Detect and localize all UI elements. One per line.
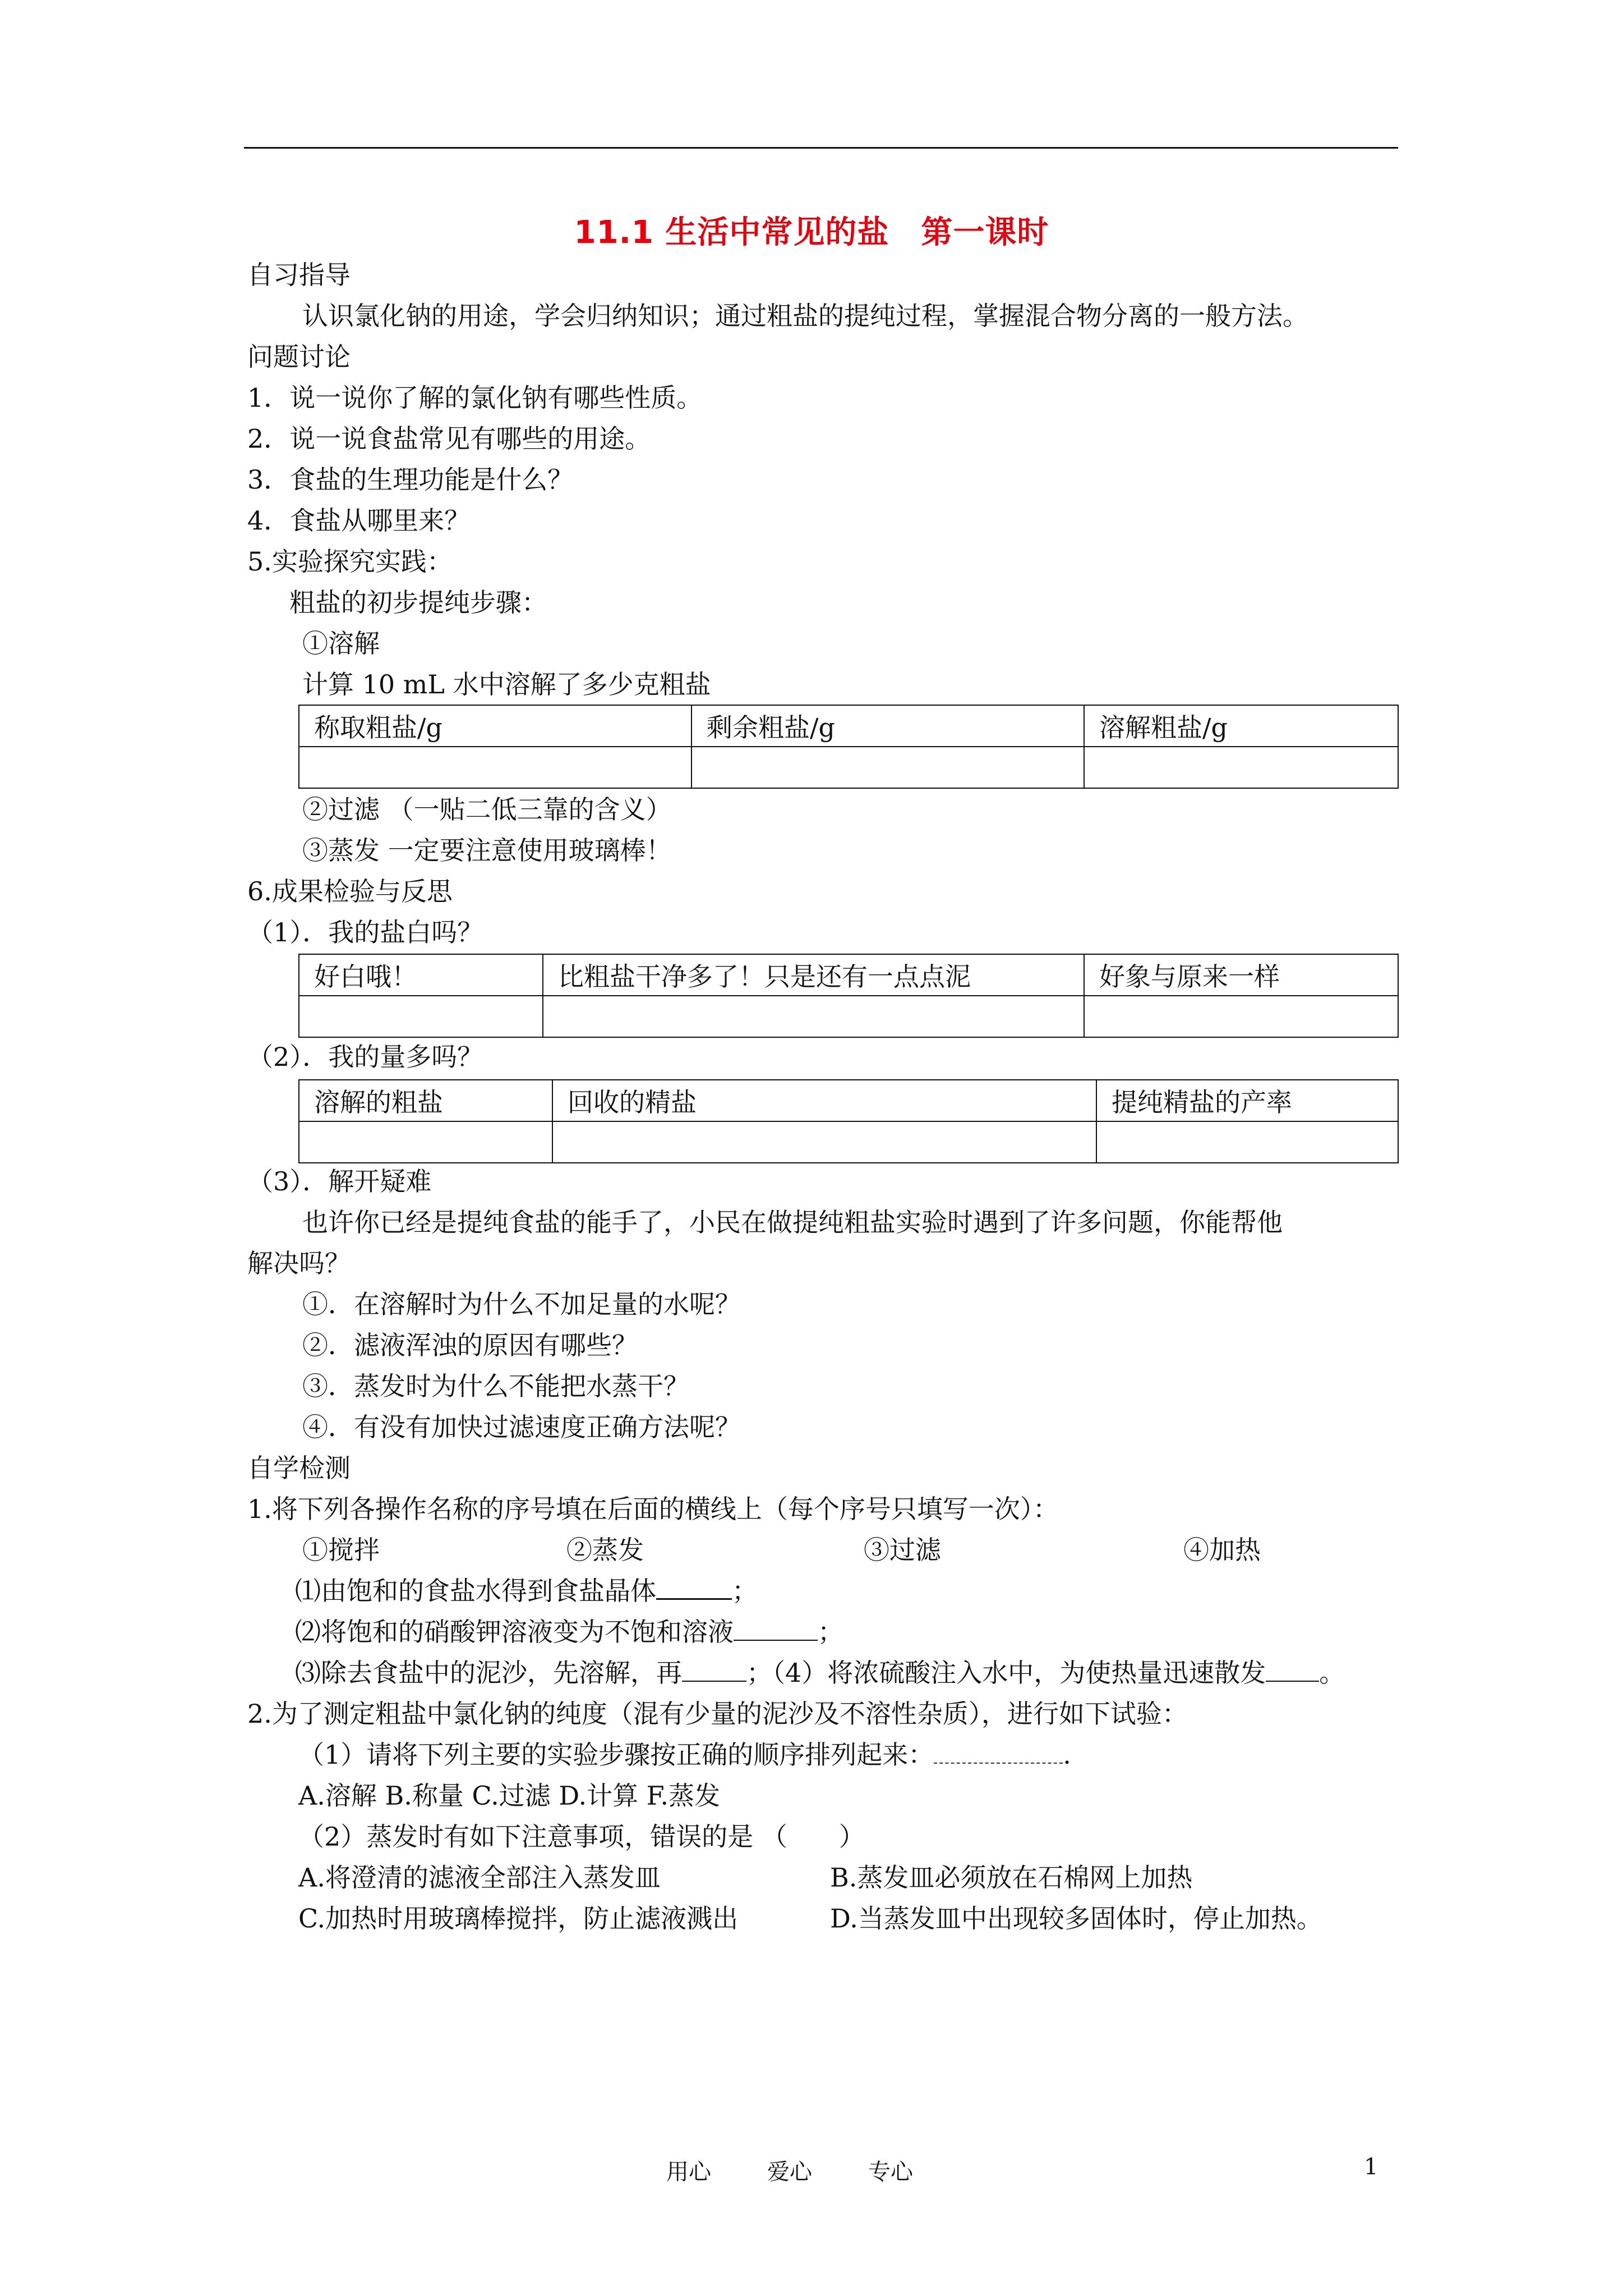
- check-heading: 自学检测: [247, 1453, 351, 1483]
- reflection-p1: （1）．我的盐白吗？: [247, 917, 483, 947]
- option-a: A.将澄清的滤液全部注入蒸发皿: [298, 1862, 661, 1893]
- table-cell-empty: [299, 747, 691, 788]
- table-header-cell: 好白哦！: [299, 954, 543, 996]
- discussion-q4: 4．食盐从哪里来？: [247, 505, 471, 536]
- operation-heat: ④加热: [1183, 1535, 1261, 1565]
- page-number: 1: [1364, 2154, 1378, 2180]
- doubts-paragraph-line1: 也许你已经是提纯食盐的能手了，小民在做提纯粗盐实验时遇到了许多问题，你能帮他: [302, 1207, 1283, 1237]
- discussion-q5: 5.实验探究实践：: [247, 546, 453, 577]
- operation-evaporate: ②蒸发: [566, 1535, 644, 1565]
- discussion-q3: 3．食盐的生理功能是什么？: [247, 464, 574, 495]
- dot: .: [1063, 1740, 1071, 1770]
- check-q2-1-text: （1）请将下列主要的实验步骤按正确的顺序排列起来：: [298, 1740, 934, 1770]
- check-q2-1: [298, 1739, 1071, 1770]
- doubt-3: ③．蒸发时为什么不能把水蒸干？: [302, 1371, 689, 1401]
- table-cell-empty: [1096, 1121, 1398, 1163]
- period: 。: [1319, 1658, 1345, 1688]
- table-header-cell: 提纯精盐的产率: [1096, 1080, 1398, 1121]
- fill-line-2-text: ⑵将饱和的硝酸钾溶液变为不饱和溶液: [295, 1617, 734, 1647]
- answer-blank[interactable]: [1266, 1658, 1319, 1682]
- page-title: 11.1 生活中常见的盐 第一课时: [574, 214, 1049, 251]
- discussion-q6: 6.成果检验与反思: [247, 876, 453, 907]
- table-cell-empty: [1084, 996, 1398, 1037]
- answer-blank[interactable]: [734, 1617, 818, 1641]
- semicolon: ；: [818, 1617, 843, 1647]
- step-dissolve: ①溶解: [302, 628, 380, 659]
- operation-stir: ①搅拌: [302, 1535, 380, 1565]
- reflection-p2: （2）．我的量多吗？: [247, 1042, 483, 1072]
- option-d: D.当蒸发皿中出现较多固体时，停止加热。: [830, 1903, 1322, 1934]
- table-cell-empty: [543, 996, 1084, 1037]
- check-q2-2: （2）蒸发时有如下注意事项，错误的是 （ ）: [298, 1821, 865, 1852]
- table-cell-empty: [552, 1121, 1096, 1163]
- guide-heading: 自习指导: [247, 260, 351, 290]
- table-header-cell: 溶解的粗盐: [299, 1080, 552, 1121]
- doubt-1: ①．在溶解时为什么不加足量的水呢？: [302, 1289, 741, 1319]
- fill-line-1: [295, 1575, 758, 1607]
- header-rule: [244, 147, 1398, 149]
- doubts-paragraph-line2: 解决吗？: [247, 1248, 351, 1278]
- table-header-cell: 回收的精盐: [552, 1080, 1096, 1121]
- fill-line-4-text: ；（4）将浓硫酸注入水中，为使热量迅速散发: [746, 1658, 1266, 1688]
- fill-line-1-text: ⑴由饱和的食盐水得到食盐晶体: [295, 1576, 656, 1606]
- doubt-4: ④．有没有加快过滤速度正确方法呢？: [302, 1412, 741, 1442]
- answer-blank[interactable]: [656, 1576, 732, 1600]
- fill-line-3: [295, 1657, 1345, 1688]
- operation-filter: ③过滤: [864, 1535, 941, 1565]
- footer-word-3: 专心: [868, 2159, 913, 2185]
- table-cell-empty: [299, 996, 543, 1037]
- doubt-2: ②．滤液浑浊的原因有哪些？: [302, 1330, 638, 1360]
- step-evaporate: ③蒸发 一定要注意使用玻璃棒！: [302, 835, 672, 866]
- calc-instruction: 计算 10 mL 水中溶解了多少克粗盐: [302, 669, 711, 700]
- table-header-cell: 称取粗盐/g: [299, 705, 691, 747]
- answer-blank[interactable]: [682, 1658, 746, 1682]
- table-whiteness: [298, 954, 1399, 1038]
- table-cell-empty: [1084, 747, 1398, 788]
- steps-intro: 粗盐的初步提纯步骤：: [289, 587, 547, 618]
- footer-word-1: 用心: [666, 2159, 711, 2185]
- table-cell-empty: [299, 1121, 552, 1163]
- option-b: B.蒸发皿必须放在石棉网上加热: [830, 1862, 1193, 1893]
- table-header-cell: 溶解粗盐/g: [1084, 705, 1398, 747]
- discussion-heading: 问题讨论: [247, 342, 351, 372]
- discussion-q1: 1．说一说你了解的氯化钠有哪些性质。: [247, 383, 703, 413]
- table-header-cell: 比粗盐干净多了！只是还有一点点泥: [543, 954, 1084, 996]
- table-cell-empty: [691, 747, 1084, 788]
- table-header-cell: 好象与原来一样: [1084, 954, 1398, 996]
- table-row: [299, 954, 1398, 996]
- semicolon: ；: [732, 1576, 758, 1606]
- option-c: C.加热时用玻璃棒搅拌，防止滤液溅出: [298, 1903, 739, 1934]
- table-salt-mass: [298, 705, 1399, 789]
- discussion-q2: 2．说一说食盐常见有哪些的用途。: [247, 424, 651, 454]
- table-row: [299, 1080, 1398, 1121]
- fill-line-2: [295, 1616, 843, 1648]
- reflection-p3: （3）．解开疑难: [247, 1166, 432, 1197]
- check-q1: 1.将下列各操作名称的序号填在后面的横线上（每个序号只填写一次）：: [247, 1494, 1059, 1524]
- guide-text: 认识氯化钠的用途，学会归纳知识；通过粗盐的提纯过程，掌握混合物分离的一般方法。: [302, 301, 1308, 331]
- table-row: [299, 705, 1398, 747]
- table-row: [299, 1121, 1398, 1163]
- answer-blank[interactable]: [934, 1740, 1063, 1764]
- step-filter: ②过滤 （一贴二低三靠的含义）: [302, 794, 672, 825]
- table-row: [299, 747, 1398, 788]
- fill-line-3-text: ⑶除去食盐中的泥沙，先溶解，再: [295, 1658, 682, 1688]
- table-header-cell: 剩余粗盐/g: [691, 705, 1084, 747]
- check-q2-1-options: A.溶解 B.称量 C.过滤 D.计算 F.蒸发: [298, 1780, 721, 1811]
- table-row: [299, 996, 1398, 1037]
- footer-word-2: 爱心: [767, 2159, 812, 2185]
- table-yield: [298, 1079, 1399, 1163]
- check-q2: 2.为了测定粗盐中氯化钠的纯度（混有少量的泥沙及不溶性杂质），进行如下试验：: [247, 1699, 1188, 1729]
